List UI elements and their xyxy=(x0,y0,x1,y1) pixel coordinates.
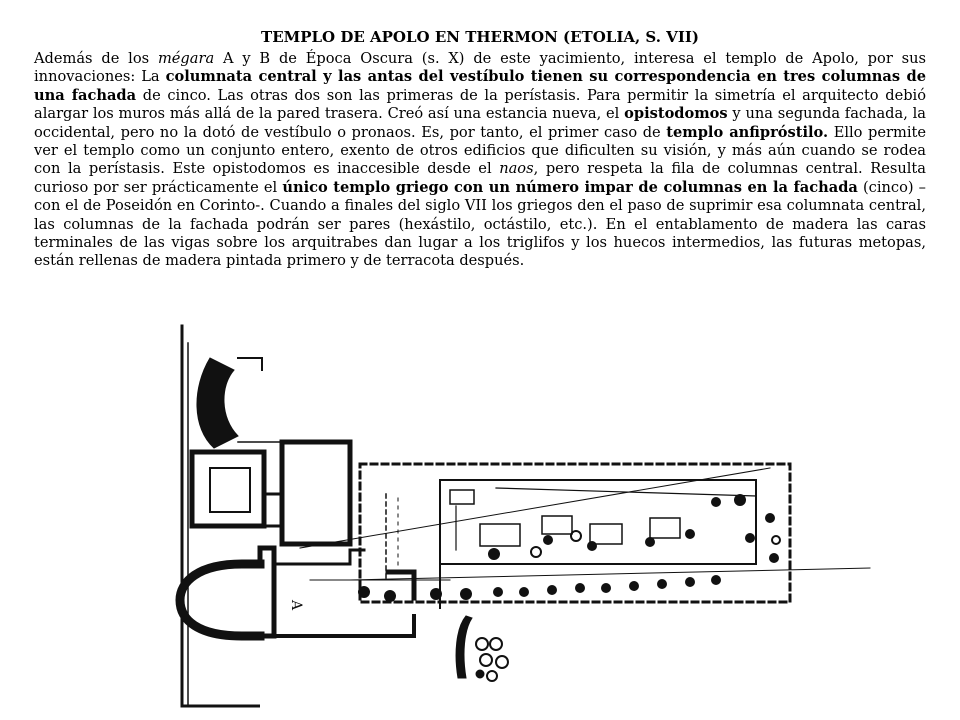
paragraph-run: columnata central y las antas del vestíbulo tienen su correspondencia en tres columnas de una fachada xyxy=(34,68,926,104)
plan-room-b-right xyxy=(282,442,350,544)
plan-apse-b xyxy=(197,358,238,448)
plan-megaron-a xyxy=(180,564,260,636)
paragraph-run: naos xyxy=(499,160,534,178)
paragraph-run: Además de los xyxy=(34,50,158,67)
plan-temple-cella xyxy=(440,480,756,564)
paragraph-run: Ello permite ver el templo como un conjunto entero, exento de otros edificios que dificulten su visión, y más aún cuando se rodea con la perístasis. Este opistodomos es inaccesible desde el xyxy=(34,123,927,178)
plan-column-fragment xyxy=(456,616,472,678)
plan-temple-peristasis xyxy=(360,464,790,602)
paragraph-run: opistodomos xyxy=(624,105,728,123)
plan-room-b-inner xyxy=(210,468,250,512)
temple-floor-plan xyxy=(150,318,930,718)
plan-apse-b-wall xyxy=(238,358,262,370)
paragraph-run: , pero respeta la fila de columnas central. Resulta curioso por ser prácticamente el xyxy=(34,160,926,196)
plan-room-b-left xyxy=(192,452,264,526)
page-title: TEMPLO DE APOLO EN THERMON (ETOLIA, S. VII) xyxy=(261,28,699,46)
paragraph-run: y una segunda fachada, la occidental, pero no la dotó de vestíbulo o pronaos. Es, por tanto, el primer caso de xyxy=(34,105,927,141)
paragraph-run: de cinco. Las otras dos son las primeras de la perístasis. Para permitir la simetría el arquitecto debió alargar los muros más allá de la pared trasera. Creó así una estancia nueva, el xyxy=(34,86,926,123)
paragraph-run: mégara xyxy=(157,50,215,67)
paragraph-run: A y B de Época Oscura (s. X) de este yacimiento, interesa el templo de Apolo, por sus innovaciones: La xyxy=(34,50,926,86)
paragraph-run: templo anfipróstilo. xyxy=(666,123,829,141)
plan-label-a: A xyxy=(288,600,304,611)
paragraph-run: (cinco) –con el de Poseidón en Corinto-. Cuando a finales del siglo VII los griegos den el paso de suprimir esa columnata central, las columnas de la fachada podrán ser pares (hexástilo, octástilo, etc.). En el entablamento de madera las caras terminales de las vigas sobre los arquitrabes dan lugar a los triglifos y los huecos intermedios, las futuras metopas, están rellenas de madera pintada primero y de terracota después. xyxy=(34,178,926,270)
description-paragraph xyxy=(34,50,926,271)
paragraph-run: único templo griego con un número impar de columnas en la fachada xyxy=(282,178,858,196)
